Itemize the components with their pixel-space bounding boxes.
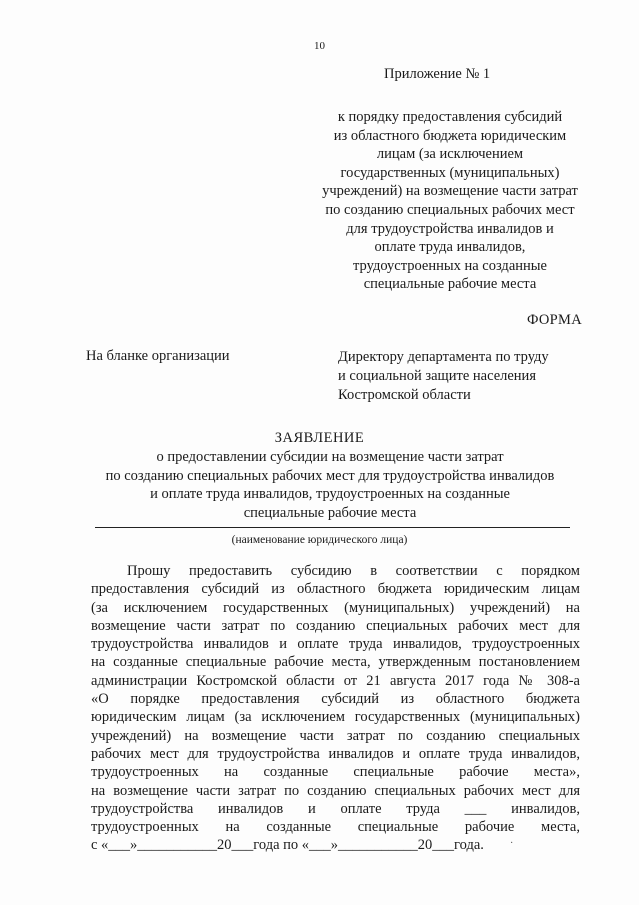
body-line: администрации Костромской области от 21 августа 2017 года № 308-а [91,672,580,689]
body-line: учреждений) на возмещение части затрат по созданию специальных [91,727,580,744]
appendix-line: по созданию специальных рабочих мест [325,201,575,218]
body-line: на созданные специальные рабочие места, утвержденным постановлением [91,654,580,671]
legal-entity-name-line [95,527,570,528]
appendix-line: учреждений) на возмещение части затрат [322,183,578,200]
appendix-line: специальные рабочие места [363,276,537,293]
body-line: юридическим лицам (за исключением государственных (муниципальных) [91,709,580,726]
statement-subtitle [60,448,600,522]
body-line: возмещение части затрат по созданию специальных рабочих мест для [91,617,580,634]
body-line: трудоустроенных на созданные специальные рабочие места», [91,764,580,781]
addressee-line: Директору департамента по труду [338,349,549,365]
body-line: «О порядке предоставления субсидий из областного бюджета [91,691,580,708]
body-line: Прошу предоставить субсидию в соответствии с порядком [127,563,580,579]
appendix-line: трудоустроенных на созданные [353,257,547,274]
appendix-title: Приложение № 1 [384,66,491,82]
appendix-line: для трудоустройства инвалидов и [346,220,554,237]
addressee-block [338,348,598,405]
subtitle-line: о предоставлении субсидии на возмещение части затрат [156,449,504,465]
page-number: 10 [314,40,325,52]
letterhead-note: На бланке организации [86,348,230,364]
body-line: (за исключением государственных (муниципальных) учреждений) на [91,599,580,616]
subtitle-line: по созданию специальных рабочих мест для трудоустройства инвалидов [105,467,555,484]
body-line: на возмещение части затрат по созданию специальных рабочих мест для [91,782,580,799]
scan-dot-mark: · [510,838,514,849]
appendix-line: из областного бюджета юридическим [333,127,567,144]
body-line: рабочих мест для трудоустройства инвалидов и оплате труда инвалидов, [91,745,580,762]
appendix-line: государственных (муниципальных) [340,164,560,181]
appendix-description [290,108,610,294]
legal-entity-name-caption: (наименование юридического лица) [231,534,408,546]
body-line: трудоустройства инвалидов и оплате труда инвалидов, трудоустроенных [91,636,580,653]
body-line: трудоустройства инвалидов и оплате труда ___ инвалидов, [91,800,580,817]
appendix-line: лицам (за исключением [376,146,524,163]
form-label: ФОРМА [526,312,582,328]
statement-title: ЗАЯВЛЕНИЕ [274,430,365,446]
appendix-line: к порядку предоставления субсидий [337,109,563,125]
addressee-line: и социальной защите населения [338,368,536,384]
body-line: трудоустроенных на созданные специальные рабочие места, [91,819,580,836]
statement-body [91,562,580,855]
body-line: предоставления субсидий из областного бюджета юридическим лицам [91,581,580,598]
body-line: с «___»___________20___года по «___»___________20___года. [91,837,484,854]
subtitle-line: и оплате труда инвалидов, трудоустроенных на созданные [150,486,510,503]
appendix-line: оплате труда инвалидов, [374,239,526,256]
subtitle-line: специальные рабочие места [243,504,417,521]
addressee-line: Костромской области [338,387,471,403]
